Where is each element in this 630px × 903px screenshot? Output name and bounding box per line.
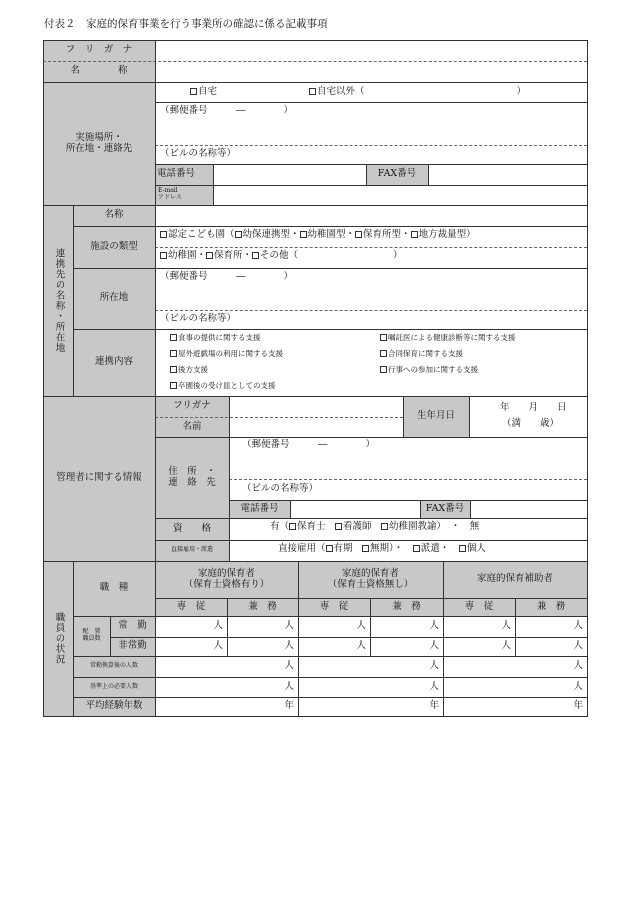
experience-cell[interactable]: 年 bbox=[573, 700, 583, 712]
fte-cell[interactable]: 人 bbox=[573, 660, 583, 672]
regular-label: 常 勤 bbox=[118, 620, 147, 632]
facility-type-line2: 幼稚園・ 保育所・ その他（ ） bbox=[160, 251, 403, 262]
staff-count-cell[interactable]: 人 bbox=[356, 640, 366, 652]
mgr-fax-input[interactable] bbox=[471, 501, 586, 518]
yoho-renkei-checkbox[interactable] bbox=[235, 231, 242, 238]
staff-count-cell[interactable]: 人 bbox=[284, 640, 294, 652]
email-input[interactable] bbox=[214, 186, 586, 205]
yochien-kyoyu-checkbox[interactable] bbox=[381, 523, 388, 530]
yochien-gata-checkbox[interactable] bbox=[300, 231, 307, 238]
required-cell[interactable]: 人 bbox=[429, 680, 439, 692]
staff-count-cell[interactable]: 人 bbox=[501, 620, 511, 632]
job-label: 職 種 bbox=[99, 582, 129, 594]
muki-checkbox[interactable] bbox=[362, 545, 369, 552]
content-checkbox[interactable] bbox=[380, 334, 387, 341]
location-fax-input[interactable] bbox=[429, 165, 586, 185]
yuki-checkbox[interactable] bbox=[326, 545, 333, 552]
content-checkbox[interactable] bbox=[170, 382, 177, 389]
content-checkbox[interactable] bbox=[170, 350, 177, 357]
qual-label: 資 格 bbox=[172, 522, 211, 534]
kangoshi-checkbox[interactable] bbox=[335, 523, 342, 530]
experience-cell[interactable]: 年 bbox=[284, 700, 294, 712]
required-label: 基準上の必要人数 bbox=[89, 682, 138, 690]
content-checkbox[interactable] bbox=[170, 366, 177, 373]
staff-label: 職員の状況 bbox=[53, 612, 65, 665]
other-type-checkbox[interactable] bbox=[252, 252, 259, 259]
col1-header: 家庭的保育者 （保育士資格有り） bbox=[183, 567, 270, 590]
partner-group-label: 連携先の名称・所在地 bbox=[53, 248, 65, 353]
content-checkbox[interactable] bbox=[380, 366, 387, 373]
content-item[interactable]: 後方支援 bbox=[170, 366, 208, 375]
qual-options: 有（ 保育士 看護師 幼稚園教諭） ・ 無 bbox=[270, 521, 480, 532]
staff-count-cell[interactable]: 人 bbox=[573, 620, 583, 632]
mgr-fax-label: FAX番号 bbox=[425, 502, 465, 514]
mgr-tel-input[interactable] bbox=[291, 501, 419, 518]
staff-count-cell[interactable]: 人 bbox=[284, 620, 294, 632]
content-item[interactable]: 嘱託医による健康診断等に関する支援 bbox=[380, 334, 516, 343]
part-time-header: 兼 務 bbox=[536, 600, 566, 612]
mgr-address-label: 住 所 ・ 連 絡 先 bbox=[168, 465, 216, 488]
experience-label: 平均経験年数 bbox=[85, 700, 143, 712]
location-label: 実施場所・ 所在地・連絡先 bbox=[65, 131, 133, 154]
staff-count-cell[interactable]: 人 bbox=[501, 640, 511, 652]
full-time-header: 専 従 bbox=[176, 600, 206, 612]
full-time-header: 専 従 bbox=[319, 600, 349, 612]
home-checkbox[interactable] bbox=[190, 88, 197, 95]
location-tel-label: 電話番号 bbox=[157, 168, 196, 180]
hoikusho-gata-checkbox[interactable] bbox=[355, 231, 362, 238]
mgr-building: （ビルの名称等） bbox=[242, 483, 319, 494]
furigana-label: フ リ ガ ナ bbox=[65, 44, 133, 56]
content-item[interactable]: 合同保育に関する支援 bbox=[380, 350, 463, 359]
content-checkbox[interactable] bbox=[170, 334, 177, 341]
facility-type-line1: 認定こども園（ 幼保連携型・ 幼稚園型・ 保育所型・ 地方裁量型） bbox=[160, 230, 476, 241]
birth-value[interactable]: 年 月 日 bbox=[500, 402, 567, 413]
part-time-header: 兼 務 bbox=[392, 600, 421, 612]
other-option[interactable]: 自宅以外（ ） bbox=[309, 87, 526, 98]
fte-label: 常勤換算後の人数 bbox=[89, 662, 138, 670]
partner-name-input[interactable] bbox=[156, 206, 586, 226]
content-item[interactable]: 卒園後の受け皿としての支援 bbox=[170, 382, 276, 391]
form-title: 付表２ 家庭的保育事業を行う事業所の確認に係る記載事項 bbox=[44, 18, 328, 30]
facility-type-label: 施設の類型 bbox=[90, 240, 138, 252]
employment-options: 直接雇用（ 有期 無期）・ 派遣・ 個人 bbox=[278, 543, 486, 554]
content-item[interactable]: 食事の提供に関する支援 bbox=[170, 334, 261, 343]
furigana-input[interactable] bbox=[156, 41, 586, 61]
fte-cell[interactable]: 人 bbox=[429, 660, 439, 672]
part-time-header: 兼 務 bbox=[248, 600, 277, 612]
location-building: （ビルの名称等） bbox=[160, 148, 237, 159]
staff-count-cell[interactable]: 人 bbox=[213, 620, 223, 632]
staff-count-cell[interactable]: 人 bbox=[213, 640, 223, 652]
mgr-tel-label: 電話番号 bbox=[240, 502, 279, 514]
partner-postal: （郵便番号 ― ） bbox=[160, 271, 294, 282]
location-fax-label: FAX番号 bbox=[377, 168, 417, 180]
required-cell[interactable]: 人 bbox=[573, 680, 583, 692]
staff-count-cell[interactable]: 人 bbox=[356, 620, 366, 632]
employment-label: 直接雇用・派遣 bbox=[170, 546, 213, 554]
location-tel-input[interactable] bbox=[214, 165, 365, 185]
required-cell[interactable]: 人 bbox=[284, 680, 294, 692]
manager-label: 管理者に関する情報 bbox=[56, 472, 142, 484]
experience-cell[interactable]: 年 bbox=[429, 700, 439, 712]
content-item[interactable]: 行事への参加に関する支援 bbox=[380, 366, 478, 375]
nintei-checkbox[interactable] bbox=[160, 231, 167, 238]
col3-header: 家庭的保育補助者 bbox=[476, 573, 553, 585]
chiho-sairyo-checkbox[interactable] bbox=[411, 231, 418, 238]
name-label: 名 称 bbox=[70, 65, 128, 77]
hoikushi-checkbox[interactable] bbox=[289, 523, 296, 530]
mgr-furigana-label: フリガナ bbox=[173, 400, 211, 412]
assigned-staff-label: 配 置 職員数 bbox=[82, 628, 101, 642]
content-checkbox[interactable] bbox=[380, 350, 387, 357]
home-option[interactable]: 自宅 bbox=[190, 87, 217, 98]
kojin-checkbox[interactable] bbox=[459, 545, 466, 552]
mgr-postal: （郵便番号 ― ） bbox=[242, 439, 376, 450]
name-input[interactable] bbox=[156, 62, 586, 82]
birth-label: 生年月日 bbox=[416, 410, 455, 422]
haken-checkbox[interactable] bbox=[413, 545, 420, 552]
email-label: E-mail アドレス bbox=[158, 187, 182, 201]
hoikusho-checkbox[interactable] bbox=[206, 252, 213, 259]
nonregular-label: 非常勤 bbox=[118, 640, 147, 652]
staff-count-cell[interactable]: 人 bbox=[429, 640, 439, 652]
full-time-header: 専 従 bbox=[464, 600, 494, 612]
other-checkbox[interactable] bbox=[309, 88, 316, 95]
fte-cell[interactable]: 人 bbox=[284, 660, 294, 672]
location-postal: （郵便番号 ― ） bbox=[160, 105, 294, 116]
partner-content-label: 連携内容 bbox=[94, 356, 133, 368]
age-value: （満 歳） bbox=[502, 418, 560, 429]
mgr-name-label: 名前 bbox=[182, 420, 202, 432]
yochien-checkbox[interactable] bbox=[160, 252, 167, 259]
staff-count-cell[interactable]: 人 bbox=[429, 620, 439, 632]
partner-building: （ビルの名称等） bbox=[160, 313, 237, 324]
col2-header: 家庭的保育者 （保育士資格無し） bbox=[327, 567, 414, 590]
staff-count-cell[interactable]: 人 bbox=[573, 640, 583, 652]
partner-address-label: 所在地 bbox=[99, 292, 129, 304]
content-item[interactable]: 屋外遊戯場の利用に関する支援 bbox=[170, 350, 283, 359]
partner-name-label: 名称 bbox=[104, 209, 124, 221]
mgr-furigana-input[interactable] bbox=[230, 397, 402, 417]
mgr-name-input[interactable] bbox=[230, 418, 402, 437]
